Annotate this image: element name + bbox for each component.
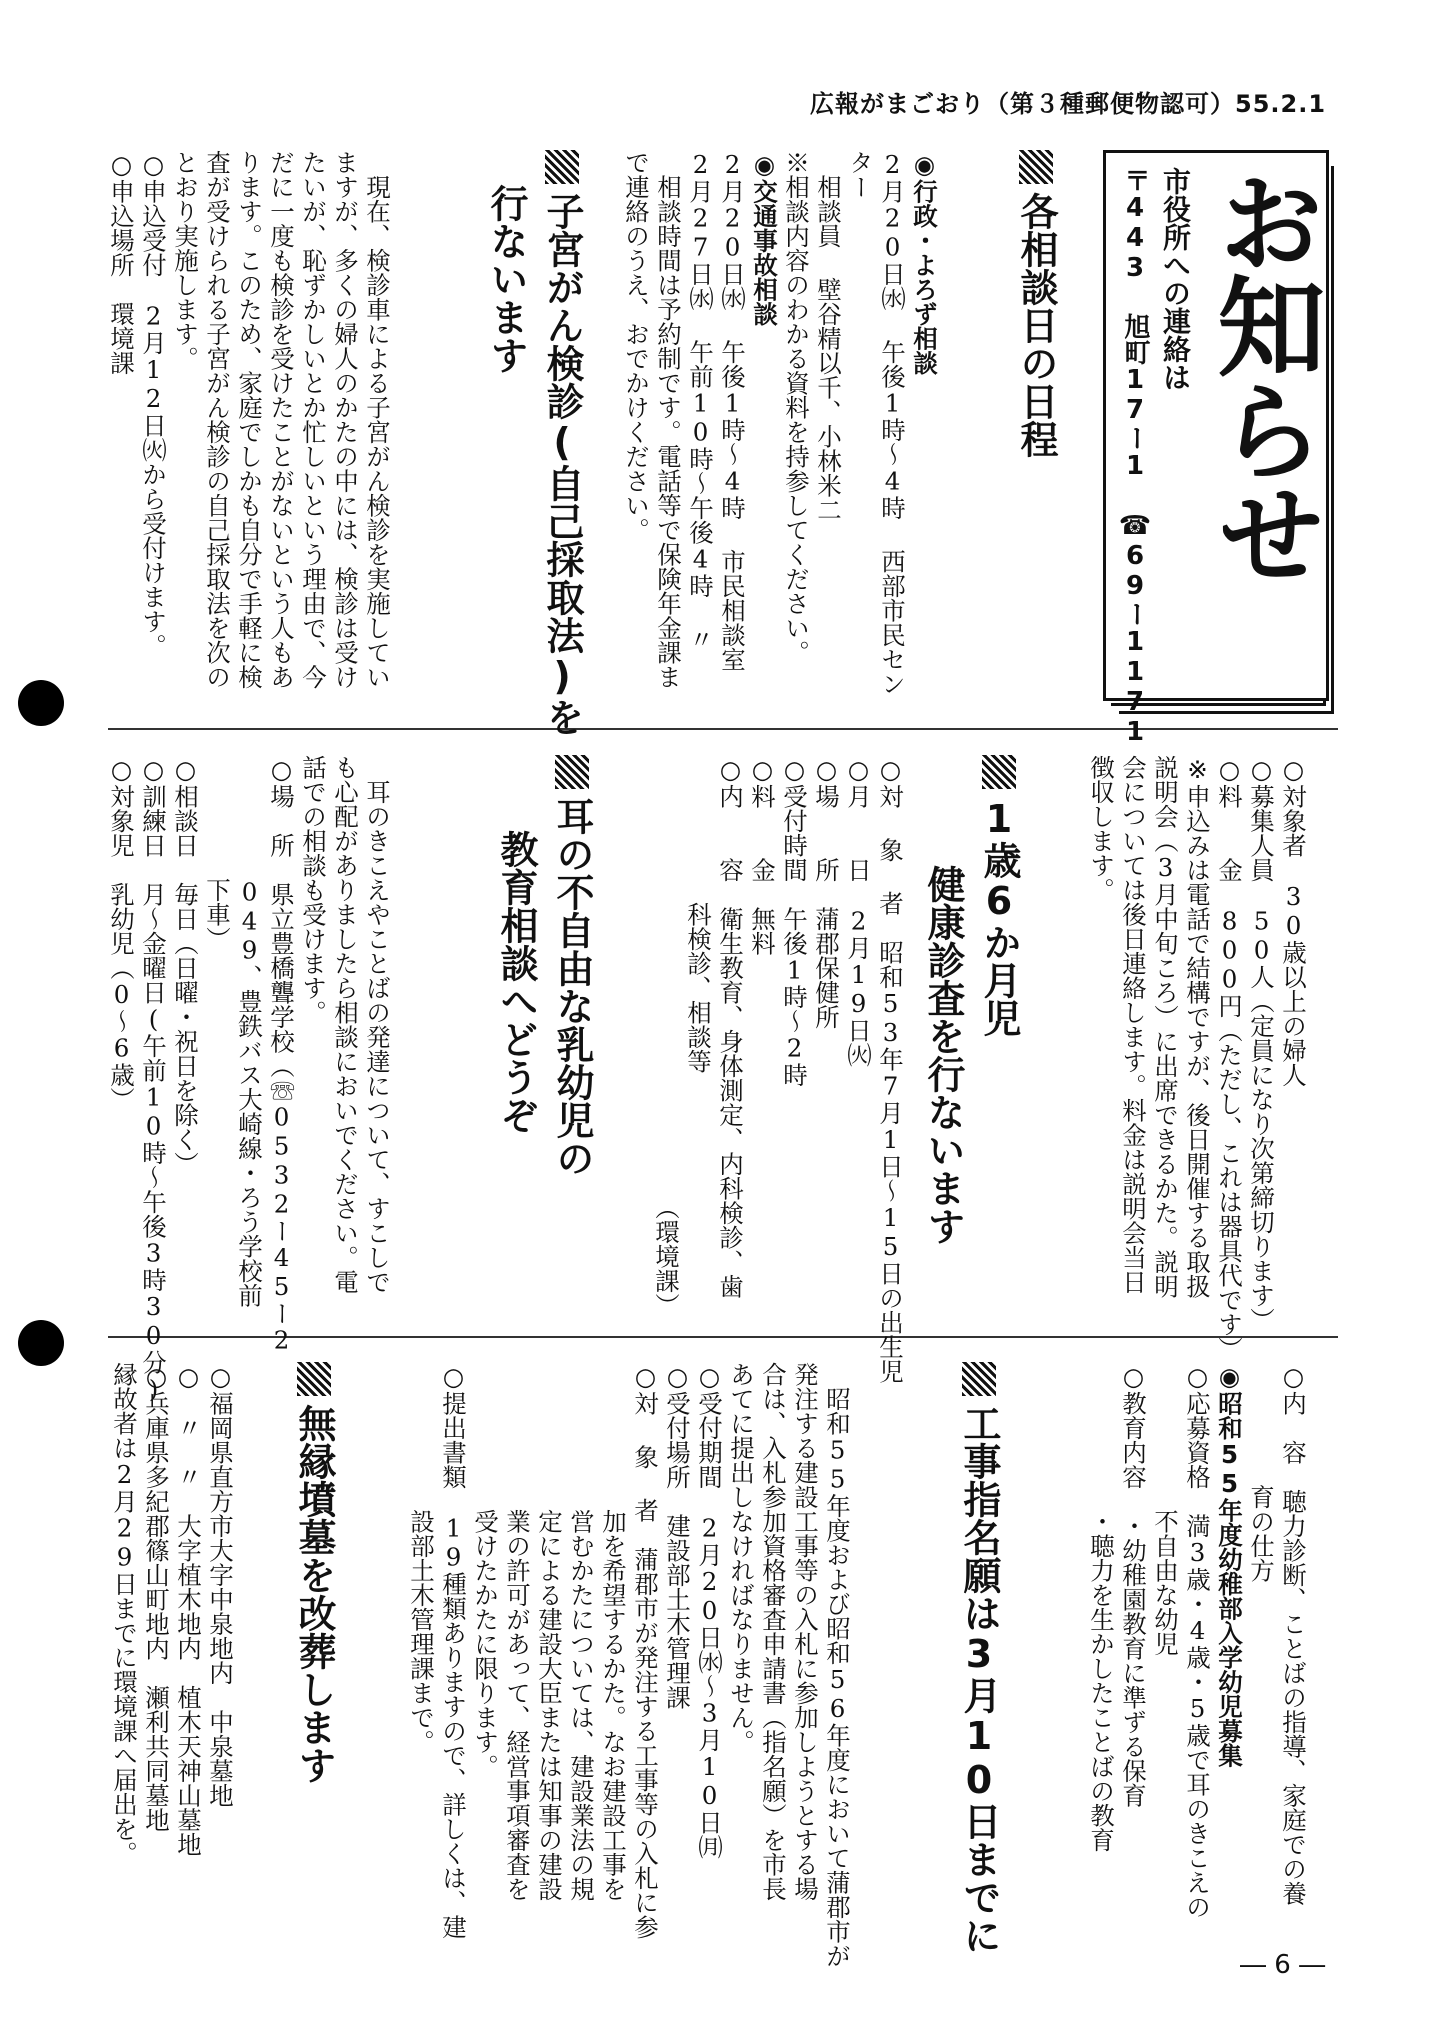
- consultation-line-0: ◉行政・よろず相談: [910, 150, 939, 375]
- consultation-line-2: 相談員 壁谷精以千、小林米二: [814, 150, 843, 522]
- consultation-line-8: で連絡のうえ、おでかけください。: [622, 150, 651, 542]
- construction-line-9: 定による建設大臣または知事の建設: [535, 1362, 564, 1901]
- graves-line-1: ○ 〃 〃 大字植木地内 植木天神山墓地: [174, 1362, 203, 1857]
- construction-title-text: 工事指名願は3月10日までに: [957, 1404, 1001, 1954]
- graves-title-text: 無縁墳墓を改葬します: [292, 1404, 336, 1784]
- notice-title: お知らせ: [1199, 167, 1324, 583]
- contact-line-2: 〒443 旭町17ー1 ☎69ー1171: [1120, 167, 1150, 747]
- construction-line-6: ○対 象 者 蒲郡市が発注する工事等の入札に参: [631, 1362, 660, 1939]
- hearing-title-line-2: 教育相談へどうぞ: [494, 830, 538, 1134]
- checkup-body: [650, 755, 906, 1384]
- hatch-marker: [1019, 150, 1053, 184]
- cancer-title-line-1: 子宮がん検診(自己採取法)を: [540, 192, 584, 736]
- hearing-line-8: ○対象児 乳幼児（0〜6歳）: [107, 755, 136, 1112]
- consultation-line-5: 2月20日㈬ 午後1時〜4時 市民相談室: [718, 150, 747, 672]
- hearing-cont-line-0: ○内 容 聴力診断、ことばの指導、家庭での養: [1279, 1362, 1308, 1906]
- hearing-line-1: も心配がありましたら相談においでください。電: [331, 755, 360, 1294]
- target-line-4: 説明会（3月中旬ころ）に出席できるかた。説明: [1151, 755, 1180, 1299]
- target-line-6: 徴収します。: [1087, 755, 1116, 902]
- consultation-line-7: 相談時間は予約制です。電話等で保険年金課ま: [654, 150, 683, 689]
- hatch-marker: [982, 755, 1016, 789]
- checkup-line-1: ○月 日 2月19日㈫: [844, 755, 873, 1067]
- hearing-cont-line-3: ○応募資格 満3歳・4歳・5歳で耳のきこえの: [1183, 1362, 1212, 1919]
- consultation-line-4: ◉交通事故相談: [750, 150, 779, 326]
- target-women-body: [1085, 755, 1309, 1361]
- hatch-marker: [962, 1362, 996, 1396]
- target-line-5: 会については後日連絡します。料金は説明会当日: [1119, 755, 1148, 1294]
- graves-line-0: ○福岡県直方市大字中泉地内 中泉墓地: [206, 1362, 235, 1808]
- construction-line-12: ○提出書類 19種類ありますので、詳しくは、建: [439, 1362, 468, 1939]
- cancer-line-7: ○申込受付 2月12日㈫から受付けます。: [139, 150, 168, 658]
- target-line-3: ※申込みは電話で結構ですが、後日開催する取扱: [1183, 755, 1212, 1299]
- graves-line-2: ○兵庫県多紀郡篠山町地内 瀬利共同墓地: [142, 1362, 171, 1832]
- consultation-title: [1012, 150, 1060, 458]
- target-line-2: ○料 金 800円（ただし、これは器具代です）: [1215, 755, 1244, 1361]
- consultation-line-6: 2月27日㈬ 午前10時〜午後4時 〃: [686, 150, 715, 652]
- page-number: ― 6 ―: [1240, 1950, 1326, 1980]
- construction-line-10: 業の許可があって、経営事項審査を: [503, 1362, 532, 1901]
- target-line-1: ○募集人員 50人（定員になり次第締切ります）: [1247, 755, 1276, 1332]
- binder-hole-top: [18, 680, 64, 726]
- construction-line-11: 受けたかたに限ります。: [471, 1362, 500, 1779]
- checkup-line-0: ○対 象 者 昭和53年7月1日〜15日の出生児: [876, 755, 905, 1384]
- cancer-line-4: ります。このため、家庭でしかも自分で手軽に検: [235, 150, 264, 689]
- consultation-line-3: ※相談内容のわかる資料を持参してください。: [782, 150, 811, 665]
- construction-line-2: 合は、入札参加資格審査申請書（指名願）を市長: [759, 1362, 788, 1901]
- consultation-body: [620, 150, 940, 710]
- contact-line-1: 市役所への連絡は: [1159, 167, 1192, 391]
- construction-line-13: 設部土木管理課まで。: [407, 1362, 436, 1754]
- checkup-line-4: ○料 金 無料: [748, 755, 777, 956]
- cancer-line-3: だに一度も検診を受けたことがないという人もあ: [267, 150, 296, 689]
- cancer-body: [105, 150, 393, 689]
- cancer-title-line-2: 行ないます: [484, 184, 528, 374]
- cancer-line-8: ○申込場所 環境課: [107, 150, 136, 375]
- checkup-line-2: ○場 所 蒲郡保健所: [812, 755, 841, 1029]
- checkup-title: [915, 755, 1027, 1245]
- construction-line-5: ○受付場所 建設部土木管理課: [663, 1362, 692, 1710]
- construction-line-0: 昭和55年度および昭和56年度において蒲郡市が: [823, 1362, 852, 1968]
- publication-header: 広報がまごおり（第３種郵便物認可）55.2.1: [810, 90, 1327, 118]
- construction-line-4: ○受付期間 2月20日㈬〜3月10日㈪: [695, 1362, 724, 1859]
- checkup-line-5: ○内 容 衛生教育、身体測定、内科検診、歯: [716, 755, 745, 1299]
- hearing-cont-line-2: ◉昭和55年度幼稚部入学幼児募集: [1215, 1362, 1244, 1768]
- hearing-line-3: ○場 所 県立豊橋聾学校（☏0532ー45ー2: [267, 755, 296, 1355]
- checkup-line-3: ○受付時間 午後1時〜2時: [780, 755, 809, 1087]
- notice-box: [1103, 150, 1329, 747]
- hearing-line-0: 耳のきこえやことばの発達について、すこしで: [363, 755, 392, 1294]
- hearing-cont-line-1: 育の仕方: [1247, 1362, 1276, 1583]
- hatch-marker: [555, 755, 589, 789]
- hearing-line-6: ○相談日 毎日（日曜・祝日を除く）: [171, 755, 200, 1176]
- checkup-title-line-2: 健康診査を行ないます: [921, 865, 965, 1245]
- graves-body: [108, 1362, 236, 1866]
- hearing-line-2: 話での相談も受けます。: [299, 755, 328, 1025]
- cancer-line-2: たいが、恥ずかしいとか忙しいという理由で、今: [299, 150, 328, 689]
- hatch-marker: [297, 1362, 331, 1396]
- hatch-marker: [545, 150, 579, 184]
- checkup-line-7: （環境課）: [652, 1195, 681, 1318]
- construction-line-1: 発注する建設工事等の入札に参加しようとする場: [791, 1362, 820, 1901]
- hearing-cont-line-5: ○教育内容 ・幼稚園教育に準ずる保育: [1119, 1362, 1148, 1808]
- graves-title: [290, 1362, 338, 1784]
- checkup-title-line-1: 1歳6か月児: [977, 797, 1021, 1037]
- hearing-line-5: 下車）: [203, 755, 232, 951]
- construction-line-7: 加を希望するかた。なお建設工事を: [599, 1362, 628, 1901]
- hearing-cont-body: [1085, 1362, 1309, 1919]
- construction-title: [955, 1362, 1003, 1954]
- cancer-line-6: とおり実施します。: [171, 150, 200, 371]
- hearing-line-4: 049、豊鉄バス大崎線・ろう学校前: [235, 755, 264, 1308]
- target-line-0: ○対象者 30歳以上の婦人: [1279, 755, 1308, 1087]
- consultation-line-1: 2月20日㈬ 午後1時〜4時 西部市民センター: [846, 150, 907, 696]
- construction-body: [405, 1362, 853, 1968]
- hearing-body: [105, 755, 393, 1404]
- cancer-line-1: ますが、多くの婦人のかたの中には、検診は受け: [331, 150, 360, 689]
- hearing-cont-line-4: 不自由な幼児: [1151, 1362, 1180, 1656]
- graves-line-3: 縁故者は2月29日までに環境課へ届出を。: [110, 1362, 139, 1866]
- binder-hole-bottom: [18, 1320, 64, 1366]
- hearing-cont-line-6: ・聴力を生かしたことばの教育: [1087, 1362, 1116, 1852]
- hearing-line-7: ○訓練日 月〜金曜日(午前10時〜午後3時30分): [139, 755, 168, 1404]
- construction-line-8: 営むかたについては、建設業法の規: [567, 1362, 596, 1901]
- cancer-title: [478, 150, 590, 736]
- hearing-title-line-1: 耳の不自由な乳幼児の: [550, 797, 594, 1177]
- construction-line-3: あてに提出しなければなりません。: [727, 1362, 756, 1754]
- consultation-title-text: 各相談日の日程: [1014, 192, 1058, 458]
- cancer-line-5: 査が受けられる子宮がん検診の自己採取法を次の: [203, 150, 232, 689]
- cancer-line-0: 現在、検診車による子宮がん検診を実施してい: [363, 150, 392, 689]
- checkup-line-6: 科検診、相談等: [684, 755, 713, 1074]
- hearing-title: [488, 755, 600, 1177]
